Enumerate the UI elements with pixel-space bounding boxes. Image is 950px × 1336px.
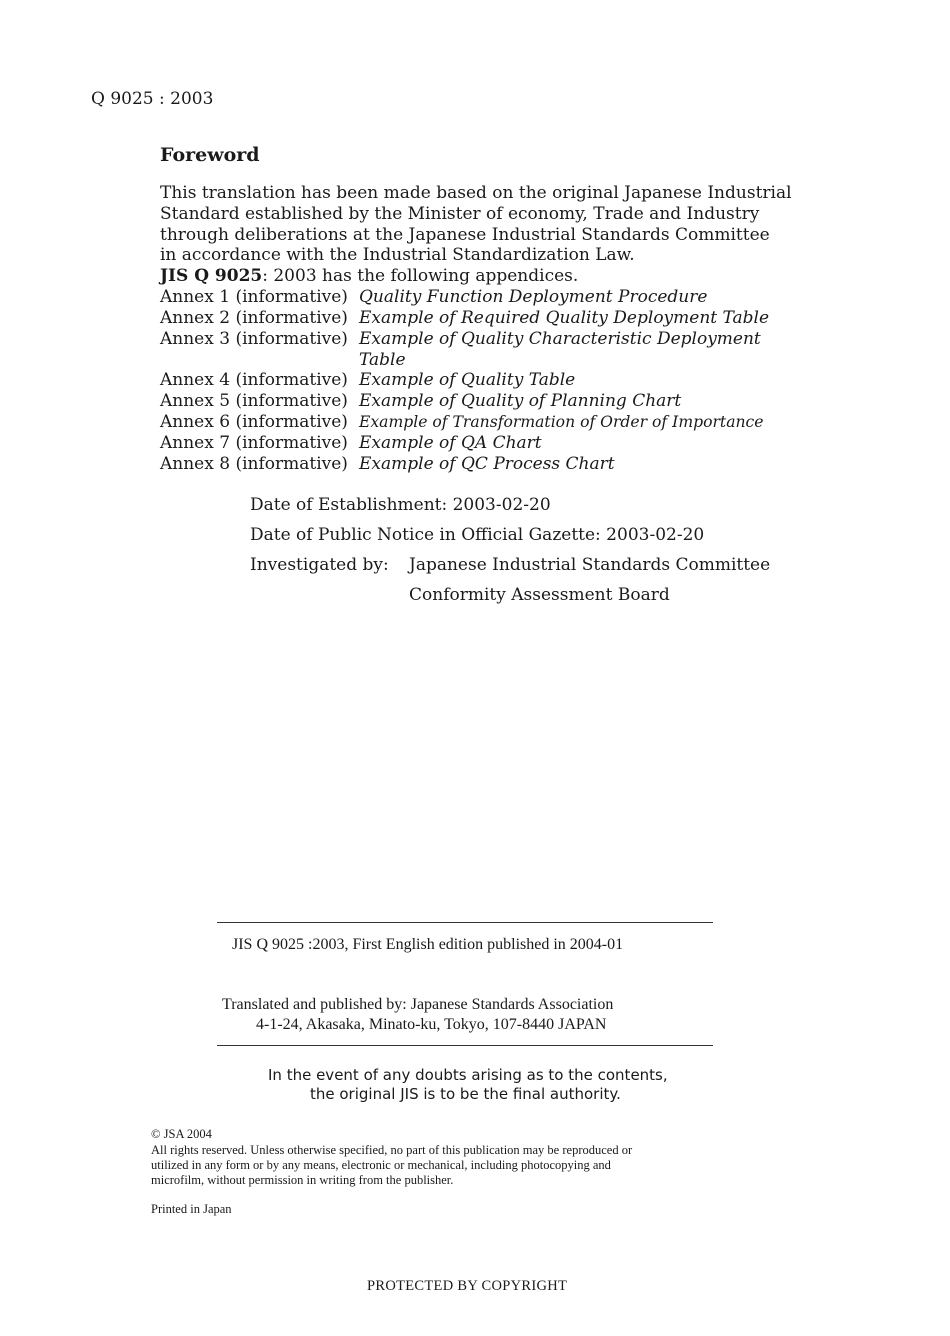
foreword-line: This translation has been made based on the original Japanese Industrial bbox=[160, 183, 792, 203]
investigated-by-committee: Japanese Industrial Standards Committee bbox=[409, 555, 771, 575]
rights-statement bbox=[151, 1143, 791, 1188]
appendices-intro-text: : 2003 has the following appendices. bbox=[262, 266, 579, 287]
foreword-line: Standard established by the Minister of economy, Trade and Industry bbox=[160, 203, 760, 224]
annex-title: Example of Quality Characteristic Deployment Table bbox=[359, 329, 761, 370]
annex-title: Example of Quality of Planning Chart bbox=[359, 391, 682, 411]
authority-notice-line: the original JIS is to be the final authority. bbox=[310, 1085, 621, 1103]
foreword-line: through deliberations at the Japanese Industrial Standards Committee bbox=[160, 224, 770, 245]
protected-by-copyright: PROTECTED BY COPYRIGHT bbox=[367, 1278, 568, 1294]
appendices-intro bbox=[160, 266, 772, 287]
foreword-line: in accordance with the Industrial Standardization Law. bbox=[160, 245, 635, 266]
printed-in: Printed in Japan bbox=[151, 1202, 232, 1216]
annex-title: Example of Required Quality Deployment Table bbox=[359, 308, 770, 328]
jis-code-bold: JIS Q 9025 bbox=[160, 266, 263, 287]
edition-info: JIS Q 9025 :2003, First English edition published in 2004-01 bbox=[232, 936, 624, 953]
authority-notice-line: In the event of any doubts arising as to the contents, bbox=[268, 1066, 668, 1084]
translated-by: Translated and published by: Japanese Standards Association bbox=[222, 996, 614, 1013]
annex-title: Quality Function Deployment Procedure bbox=[359, 287, 708, 307]
annex-title: Example of Transformation of Order of Importance bbox=[359, 413, 764, 431]
annex-label: Annex 3 (informative) bbox=[160, 329, 348, 349]
rights-line: All rights reserved. Unless otherwise specified, no part of this publication may be reproduced or bbox=[151, 1143, 633, 1157]
annex-label: Annex 8 (informative) bbox=[160, 454, 348, 474]
annex-title: Example of Quality Table bbox=[359, 370, 576, 390]
foreword-title: Foreword bbox=[160, 144, 260, 166]
bottom-divider bbox=[217, 1045, 713, 1046]
annex-label: Annex 2 (informative) bbox=[160, 308, 348, 328]
top-divider bbox=[217, 922, 713, 923]
annex-label: Annex 4 (informative) bbox=[160, 370, 348, 390]
copyright-mark: © JSA 2004 bbox=[151, 1127, 212, 1141]
annex-label: Annex 5 (informative) bbox=[160, 391, 348, 411]
rights-line: utilized in any form or by any means, electronic or mechanical, including photocopying and bbox=[151, 1158, 611, 1172]
rights-line: microfilm, without permission in writing from the publisher. bbox=[151, 1173, 454, 1187]
publisher-address: 4-1-24, Akasaka, Minato-ku, Tokyo, 107-8440 JAPAN bbox=[256, 1016, 607, 1033]
investigated-by-label: Investigated by: bbox=[250, 555, 389, 575]
standard-code-header: Q 9025 : 2003 bbox=[91, 89, 214, 109]
date-of-public-notice: Date of Public Notice in Official Gazette: 2003-02-20 bbox=[250, 525, 705, 545]
investigated-by-board: Conformity Assessment Board bbox=[409, 585, 670, 605]
annex-title: Example of QA Chart bbox=[359, 433, 542, 453]
date-of-establishment: Date of Establishment: 2003-02-20 bbox=[250, 495, 551, 515]
annex-label: Annex 6 (informative) bbox=[160, 412, 348, 432]
annex-label: Annex 1 (informative) bbox=[160, 287, 348, 307]
annex-title: Example of QC Process Chart bbox=[359, 454, 615, 474]
foreword-paragraph bbox=[160, 183, 792, 287]
annex-label: Annex 7 (informative) bbox=[160, 433, 348, 453]
